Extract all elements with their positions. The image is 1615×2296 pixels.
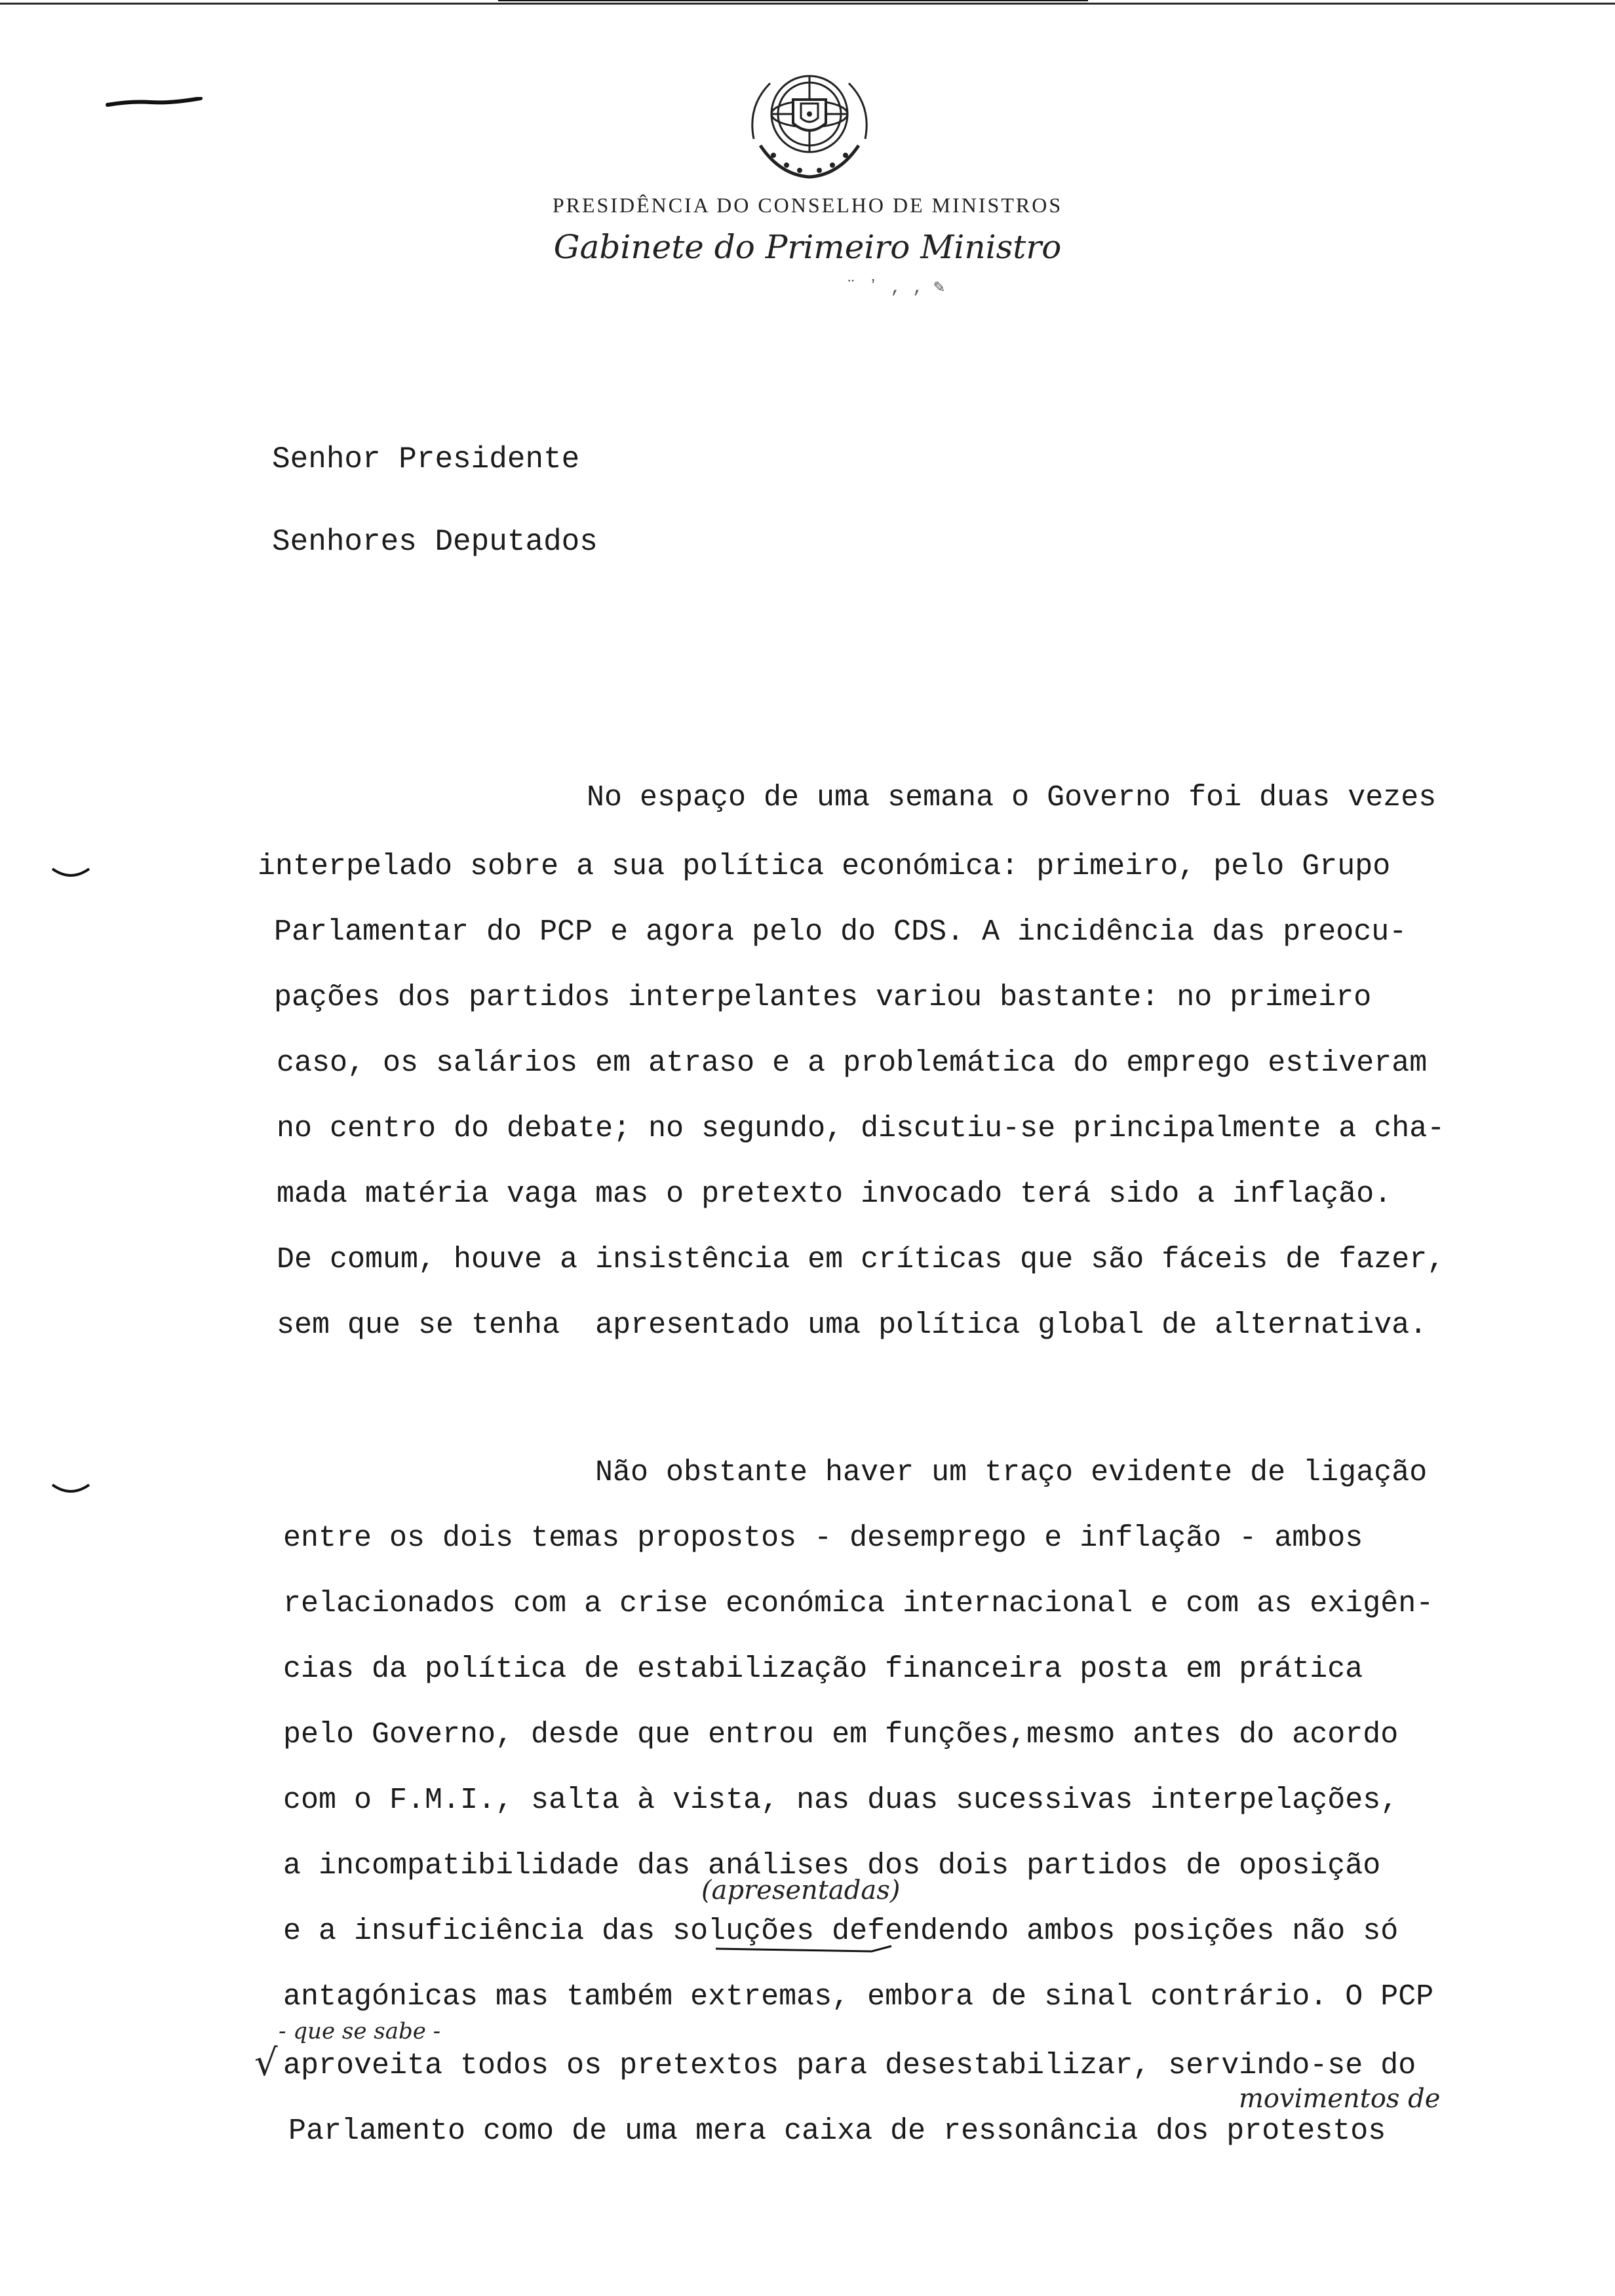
paragraph1-line: interpelado sobre a sua política económica: primeiro, pelo Grupo — [258, 850, 1391, 883]
stamp-mark: ¨ ʼ ‚ ‚ ✎ — [846, 278, 945, 298]
salutation-deputies: Senhores Deputados — [272, 525, 598, 559]
paragraph1-line: sem que se tenha apresentado uma política global de alternativa. — [277, 1309, 1428, 1342]
paragraph1-line: De comum, houve a insistência em críticas que são fáceis de fazer, — [277, 1243, 1445, 1276]
paragraph2-line: e a insuficiência das soluções defendendo ambos posições não só — [283, 1915, 1399, 1948]
paragraph2-line: Parlamento como de uma mera caixa de ressonância dos protestos — [288, 2114, 1386, 2148]
top-border-line-2 — [498, 0, 1088, 1]
paragraph1-line: Parlamentar do PCP e agora pelo do CDS. A incidência das preocu- — [274, 915, 1407, 949]
salutation-president: Senhor Presidente — [272, 442, 580, 476]
insertion-mark: √ — [254, 2042, 278, 2084]
paragraph2-line: entre os dois temas propostos - desemprego e inflação - ambos — [283, 1521, 1363, 1555]
office-signature-line: Gabinete do Primeiro Ministro — [553, 228, 1062, 266]
margin-tick-mark — [51, 1482, 90, 1497]
paragraph2-line: aproveita todos os pretextos para desestabilizar, servindo-se do — [283, 2049, 1416, 2082]
paragraph2-line: cias da política de estabilização financeira posta em prática — [283, 1653, 1363, 1686]
coat-of-arms-seal-icon — [734, 60, 885, 191]
paragraph2-line: Não obstante haver um traço evidente de ligação — [595, 1456, 1428, 1489]
margin-tick-mark — [51, 866, 90, 881]
paragraph1-line: mada matéria vaga mas o pretexto invocado terá sido a inflação. — [277, 1177, 1392, 1211]
paragraph1-line: pações dos partidos interpelantes variou bastante: no primeiro — [274, 981, 1372, 1014]
paragraph2-line: antagónicas mas também extremas, embora de sinal contrário. O PCP — [283, 1980, 1434, 2014]
handwritten-insertion: movimentos de — [1239, 2084, 1441, 2114]
insertion-caret — [714, 1945, 905, 1958]
handwritten-insertion: - que se sabe - — [279, 2018, 441, 2044]
paragraph1-line: no centro do debate; no segundo, discutiu-se principalmente a cha- — [277, 1112, 1445, 1145]
paragraph2-line: pelo Governo, desde que entrou em funções,mesmo antes do acordo — [283, 1718, 1399, 1751]
paragraph2-line: relacionados com a crise económica internacional e com as exigên- — [283, 1587, 1434, 1620]
top-border-line — [0, 3, 1615, 5]
paragraph1-line: No espaço de uma semana o Governo foi duas vezes — [587, 781, 1437, 814]
paragraph2-line: com o F.M.I., salta à vista, nas duas sucessivas interpelações, — [283, 1784, 1399, 1817]
handwritten-insertion: (apresentadas) — [701, 1875, 901, 1905]
paragraph2-line: a incompatibilidade das análises dos dois partidos de oposição — [283, 1849, 1381, 1883]
letterhead-title: PRESIDÊNCIA DO CONSELHO DE MINISTROS — [552, 193, 1063, 217]
paragraph1-line: caso, os salários em atraso e a problemática do emprego estiveram — [277, 1046, 1428, 1080]
pen-dash-mark — [105, 97, 203, 107]
